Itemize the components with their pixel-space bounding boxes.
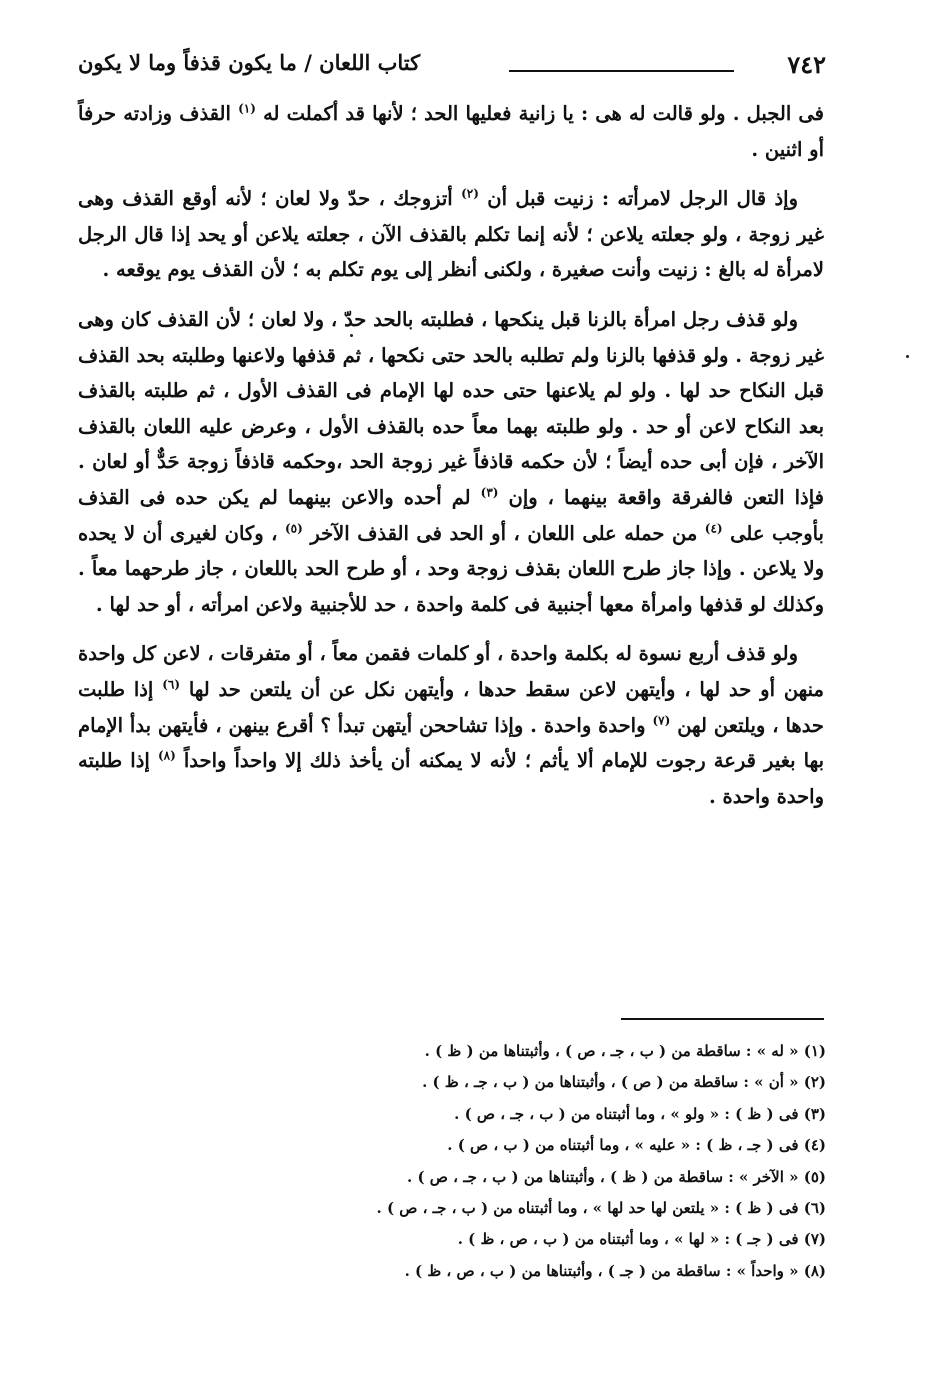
page-number: ٧٤٢ [787,50,826,79]
footnote: (٥) « الآخر » : ساقطة من ( ظ ) ، وأثبتناها من ( ب ، جـ ، ص ) . [407,1167,826,1186]
body-paragraph [78,636,824,814]
footnote-reference: (٨) [157,748,176,763]
paragraph-text: ، وكان لغيرى أن لا يحده ولا يلاعن . وإذا جاز طرح اللعان بقذف زوجة وحد ، أو طرح الحد باللعان ، جاز طرحهما معاً . وكذلك لو قذفها وامرأة معها أجنبية فى كلمة واحدة ، حد للأجنبية ولاعن امرأته ، أو حد لها . [78,521,824,616]
paragraph-text: ولو قذف رجل امرأة بالزنا قبل ينكحها ، فطلبته بالحد حدّ ، ولا لعان ؛ لأن القذف كان وهى غير زوجة . ولو قذفها بالزنا ولم تطلبه بالحد حتى نكحها ، ثم قذفها ولاعنها وطلبته بحد القذف قبل النكاح حد لها . ولو لم يلاعنها حتى حده لها الإمام فى القذف الأول ، ثم طلبته بالقذف بعد النكاح لاعن أو حد . ولو طلبته بهما معاً حده بالقذف الأول ، وعرض عليه اللعان بالقذف الآخر ، فإن أبى حده أيضاً ؛ لأن حكمه قاذفاً غير زوجة الحد ،وحكمه قاذفاً زوجة حَدٌّ أو لعان . فإذا التعن فالفرقة واقعة بينهما ، وإن [78,307,824,509]
paragraph-text: القذف وزادته حرفاً أو اثنين . [78,102,824,161]
body-paragraph [78,96,824,167]
page-speck [350,334,353,337]
body-paragraph [78,181,824,288]
paragraph-text: ولو قذف أربع نسوة له بكلمة واحدة ، أو كلمات فقمن معاً ، أو متفرقات ، لاعن كل واحدة منهن أو حد لها ، وأيتهن لاعن سقط حدها ، وأيتهن نكل عن أن يلتعن حد لها [78,642,824,701]
paragraph-text: إذا طلبت حدها ، ويلتعن لهن [78,677,824,737]
footnotes [200,1036,826,1287]
footnote: (٦) فى ( ظ ) : « يلتعن لها حد لها » ، وما أثبتناه من ( ب ، جـ ، ص ) . [376,1199,826,1218]
running-title: كتاب اللعان / ما يكون قذفاً وما لا يكون [78,50,421,75]
page-speck [906,355,909,358]
footnote-reference: (٢) [461,186,479,201]
footnote: (٣) فى ( ظ ) : « ولو » ، وما أثبتناه من ( ب ، جـ ، ص ) . [454,1104,826,1123]
header-rule [509,70,734,72]
footnote-rule [621,1018,824,1020]
footnote-reference: (٤) [704,521,723,536]
footnote-reference: (٧) [652,713,671,727]
footnote-reference: (٦) [162,677,181,692]
paragraph-text: لم أحده والاعن بينهما لم يكن حده فى القذف بأوجب على [78,485,824,545]
footnote: (٨) « واحداً » : ساقطة من ( جـ ) ، وأثبتناها من ( ب ، ص ، ظ ) . [404,1261,826,1280]
footnote: (٤) فى ( جـ ، ظ ) : « عليه » ، وما أثبتناه من ( ب ، ص ) . [447,1136,826,1155]
paragraph-text: إذا طلبته واحدة واحدة . [78,749,824,808]
main-text [78,96,824,828]
paragraph-text: أتزوجك ، حدّ ولا لعان ؛ لأنه أوقع القذف وهى غير زوجة ، ولو جعلته يلاعن ؛ لأنه إنما تكلم بالقذف الآن ، جعلته يلاعن أو يحد إذا قال الرجل لامرأة له بالغ : زنيت وأنت صغيرة ، ولكنى أنظر إلى يوم تكلم به ؛ لأن القذف يوم يوقعه . [78,187,824,282]
footnote-reference: (١) [238,101,256,116]
paragraph-text: وإذ قال الرجل لامرأته : زنيت قبل أن [478,187,798,211]
paragraph-text: واحدة واحدة . وإذا تشاححن أيتهن تبدأ ؟ أقرع بينهن ، فأيتهن بدأ الإمام بها بغير قرعة رجوت للإمام ألا يأثم ؛ لأنه لا يمكنه أن يأخذ ذلك إلا واحداً واحداً [78,713,824,773]
footnote: (١) « له » : ساقطة من ( ب ، جـ ، ص ) ، وأثبتناها من ( ظ ) . [424,1042,826,1060]
footnote: (٧) فى ( جـ ) : « لها » ، وما أثبتناه من ( ب ، ص ، ظ ) . [457,1230,826,1249]
footnote-reference: (٣) [480,485,499,500]
footnote: (٢) « أن » : ساقطة من ( ص ) ، وأثبتناها من ( ب ، جـ ، ظ ) . [422,1073,826,1092]
footnote-reference: (٥) [284,521,303,536]
page-header [78,48,826,88]
body-paragraph [78,302,824,622]
paragraph-text: فى الجبل . ولو قالت له هى : يا زانية فعليها الحد ؛ لأنها قد أكملت له [255,102,824,125]
paragraph-text: من حمله على اللعان ، أو الحد فى القذف الآخر [302,521,705,545]
